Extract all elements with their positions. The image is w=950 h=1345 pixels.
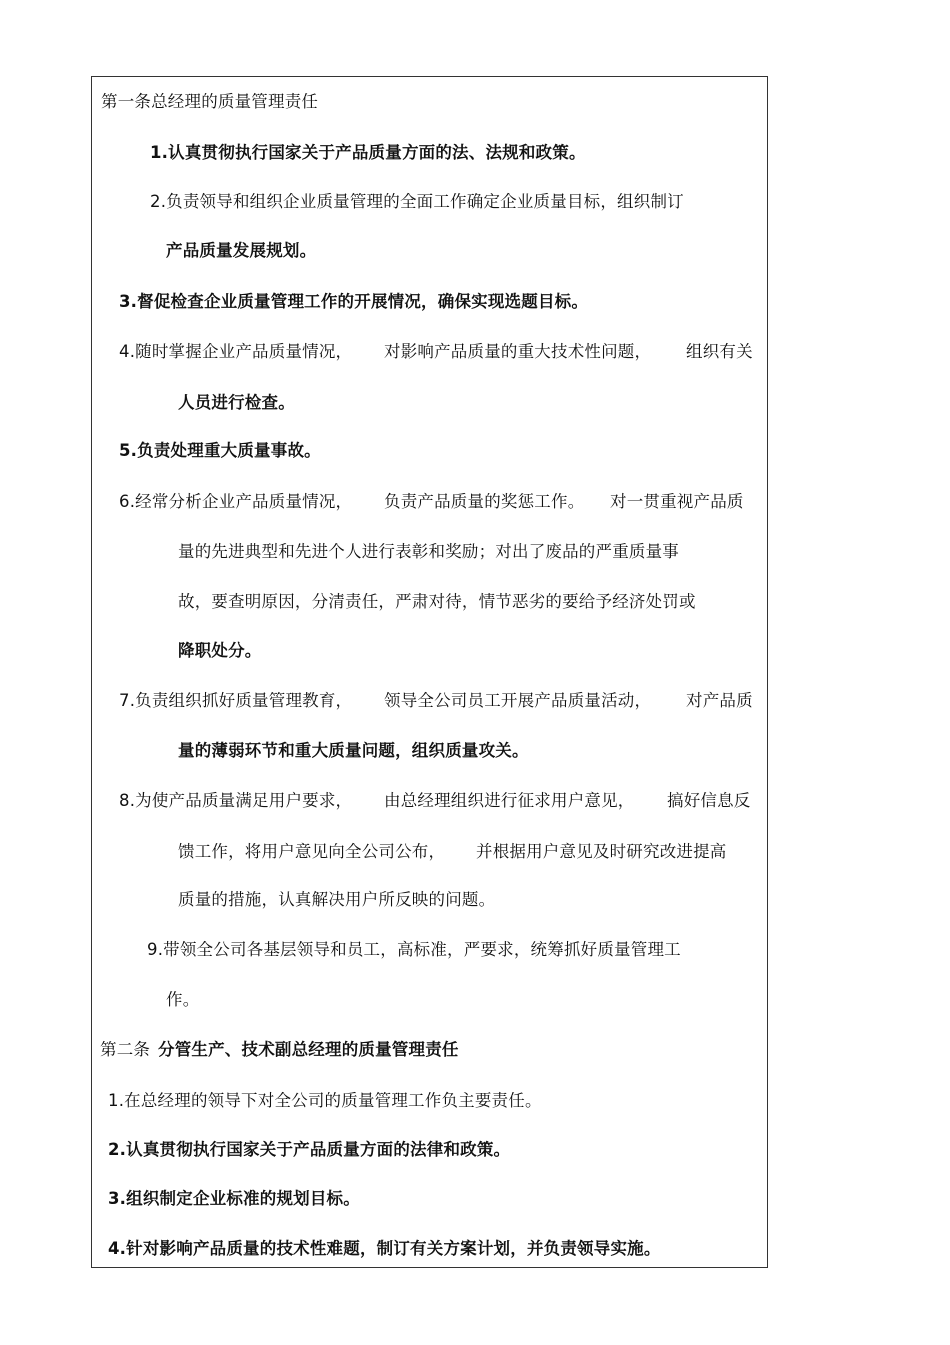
section1-item6-part3: 对一贯重视产品质 xyxy=(610,492,744,511)
section1-item8-part1: 8.为使产品质量满足用户要求， xyxy=(119,791,353,810)
section1-item4-line2: 人员进行检查。 xyxy=(178,393,295,412)
section1-item7-part3: 对产品质 xyxy=(686,691,753,710)
section1-item8-line2-part2: 并根据用户意见及时研究改进提高 xyxy=(476,842,727,861)
section1-item6-line3: 故，要查明原因，分清责任，严肃对待，情节恶劣的要给予经济处罚或 xyxy=(178,592,696,611)
section1-item6-part1: 6.经常分析企业产品质量情况， xyxy=(119,492,353,511)
section1-item8-part3: 搞好信息反 xyxy=(667,791,751,810)
section1-item6-part2: 负责产品质量的奖惩工作。 xyxy=(384,492,585,511)
section2-item4: 4.针对影响产品质量的技术性难题，制订有关方案计划，并负责领导实施。 xyxy=(108,1239,661,1258)
section2-item2: 2.认真贯彻执行国家关于产品质量方面的法律和政策。 xyxy=(108,1140,511,1159)
section1-item8-part2: 由总经理组织进行征求用户意见， xyxy=(384,791,635,810)
section1-item9-line1: 9.带领全公司各基层领导和员工，高标准，严要求，统筹抓好质量管理工 xyxy=(147,940,681,959)
section2-title-prefix: 第二条 xyxy=(100,1040,151,1059)
section1-item3: 3.督促检查企业质量管理工作的开展情况，确保实现选题目标。 xyxy=(119,292,589,311)
section1-item5: 5.负责处理重大质量事故。 xyxy=(119,441,321,460)
section1-item6-line2: 量的先进典型和先进个人进行表彰和奖励；对出了废品的严重质量事 xyxy=(178,542,679,561)
section2-title: 分管生产、技术副总经理的质量管理责任 xyxy=(158,1040,459,1059)
section1-item4-part3: 组织有关 xyxy=(686,342,753,361)
section1-item4-part2: 对影响产品质量的重大技术性问题， xyxy=(384,342,652,361)
section1-item8-line2-part1: 馈工作，将用户意见向全公司公布， xyxy=(178,842,446,861)
section1-item4-part1: 4.随时掌握企业产品质量情况， xyxy=(119,342,353,361)
section1-item2-line2: 产品质量发展规划。 xyxy=(166,241,317,260)
section2-item3: 3.组织制定企业标准的规划目标。 xyxy=(108,1189,360,1208)
section1-item2-line1: 2.负责领导和组织企业质量管理的全面工作确定企业质量目标，组织制订 xyxy=(150,192,684,211)
section1-title: 第一条总经理的质量管理责任 xyxy=(101,92,319,111)
section1-item1: 1.认真贯彻执行国家关于产品质量方面的法、法规和政策。 xyxy=(150,143,586,162)
section1-item9-line2: 作。 xyxy=(166,990,200,1009)
section1-item7-part1: 7.负责组织抓好质量管理教育， xyxy=(119,691,353,710)
section1-item7-line2: 量的薄弱环节和重大质量问题，组织质量攻关。 xyxy=(178,741,529,760)
section1-item8-line3: 质量的措施，认真解决用户所反映的问题。 xyxy=(178,890,496,909)
section1-item6-line4: 降职处分。 xyxy=(178,641,262,660)
section1-item7-part2: 领导全公司员工开展产品质量活动， xyxy=(384,691,652,710)
section2-item1: 1.在总经理的领导下对全公司的质量管理工作负主要责任。 xyxy=(108,1091,542,1110)
